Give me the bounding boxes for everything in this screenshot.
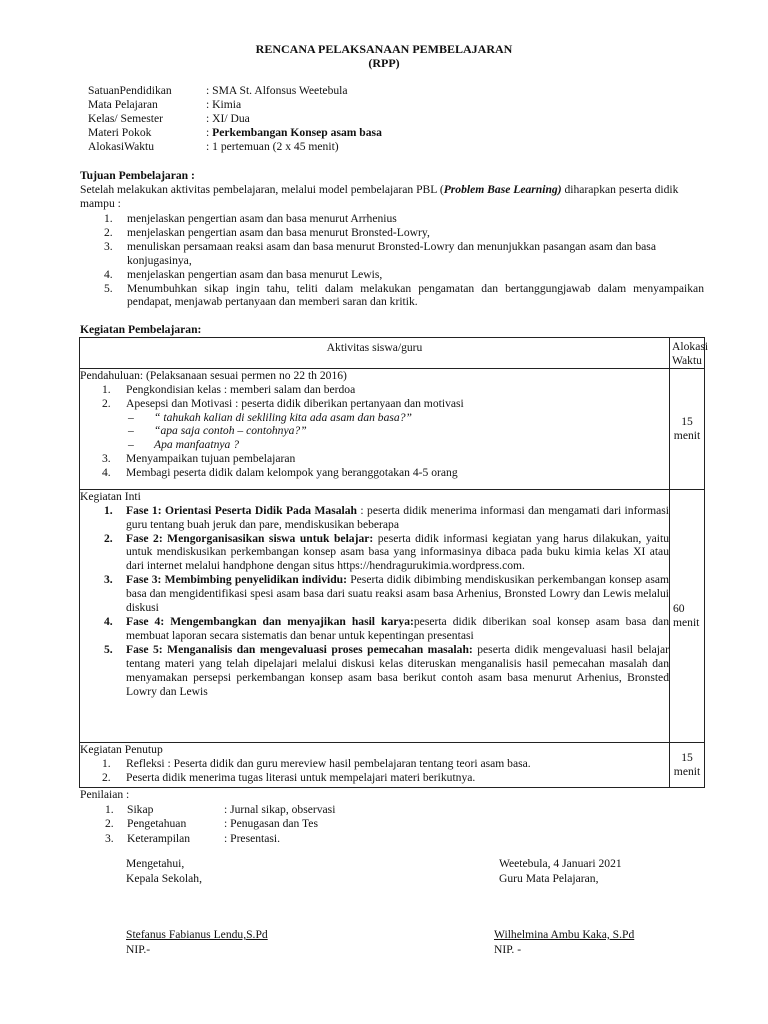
signature-left-nip: NIP.-	[126, 943, 151, 956]
tujuan-intro-text: Setelah melakukan aktivitas pembelajaran, melalui model pembelajaran PBL (	[80, 183, 444, 196]
identity-value: : Kimia	[206, 97, 242, 111]
phase-text: peserta didik informasi kegiatan yang harus dilakukan, yaitu untuk mendiskusikan perkembangan konsep asam basa yang informasinya dibaca pada buku kimia kelas XI atau dari internet melalui handphone dengan situs https://hendragurukimia.wordpress.com.	[126, 531, 669, 573]
identity-value-prefix: :	[206, 125, 213, 139]
document-title: RENCANA PELAKSANAAN PEMBELAJARAN	[255, 42, 513, 56]
list-text: Apesepsi dan Motivasi : peserta didik diberikan pertanyaan dan motivasi	[126, 396, 464, 410]
list-item	[80, 226, 704, 240]
list-text: Membagi peserta didik dalam kelompok yang beranggotakan 4-5 orang	[126, 466, 458, 480]
identity-block	[88, 84, 382, 153]
penilaian-row	[80, 817, 335, 832]
identity-label: Kelas/ Semester	[88, 111, 164, 125]
identity-value: : XI/ Dua	[206, 111, 250, 125]
list-number: 1.	[105, 802, 114, 816]
time-unit: menit	[673, 428, 701, 442]
table-row-inti	[80, 489, 705, 742]
phase-text: peserta didik diberikan soal konsep asam basa dan membuat laporan secara sistematis dan benar untuk kepentingan presentasi	[126, 614, 669, 642]
question-text: “ tahukah kalian di sekliling kita ada asam dan basa?”	[154, 410, 412, 424]
identity-value: : 1 pertemuan (2 x 45 menit)	[206, 139, 339, 153]
phase-item	[80, 504, 669, 532]
column-header-alokasi-line1: Alokasi	[672, 340, 709, 353]
signature-left-name: Stefanus Fabianus Lendu,S.Pd	[126, 928, 268, 941]
pendahuluan-cell	[80, 368, 670, 489]
penilaian-label: Keterampilan	[127, 831, 191, 845]
column-header-activity: Aktivitas siswa/guru	[80, 338, 670, 369]
time-value: 15	[681, 750, 693, 764]
signature-right-name: Wilhelmina Ambu Kaka, S.Pd	[494, 928, 635, 941]
list-item	[80, 268, 704, 282]
inti-title: Kegiatan Inti	[80, 489, 141, 503]
penutup-title: Kegiatan Penutup	[80, 742, 163, 756]
list-item	[80, 240, 704, 268]
list-text: Menyampaikan tujuan pembelajaran	[126, 452, 296, 466]
list-number: 2.	[104, 225, 113, 239]
dash-bullet: –	[128, 424, 134, 438]
identity-label: Materi Pokok	[88, 125, 152, 139]
question-item	[80, 411, 669, 425]
phase-text: Peserta didik dibimbing mendiskusikan perkembangan konsep asam basa dan mengidentifikasi spesi asam basa dari suatu reaksi asam basa Arhenius, Bronsted Lowry dan Lewis melalui diskusi	[126, 573, 669, 615]
identity-value: : SMA St. Alfonsus Weetebula	[206, 84, 348, 97]
signature-right-nip: NIP. -	[494, 943, 522, 956]
signature-left-line1: Mengetahui,	[126, 857, 185, 870]
list-number: 2.	[102, 396, 111, 410]
list-number: 3.	[105, 831, 114, 845]
table-row-pendahuluan	[80, 368, 705, 489]
list-item	[80, 282, 704, 310]
column-header-alokasi	[670, 338, 709, 369]
question-text: Apa manfaatnya ?	[154, 438, 240, 452]
list-number: 4.	[104, 267, 113, 281]
list-item	[80, 771, 669, 785]
penilaian-label: Sikap	[127, 802, 154, 816]
table-header-row	[80, 338, 705, 369]
list-number: 1.	[102, 756, 111, 770]
question-text: “apa saja contoh – contohnya?”	[154, 424, 307, 438]
signature-right-line2: Guru Mata Pelajaran,	[499, 872, 599, 885]
identity-label: AlokasiWaktu	[88, 139, 155, 153]
tujuan-intro-text-end: diharapkan peserta didik mampu :	[80, 183, 679, 210]
phase-number: 4.	[104, 614, 113, 628]
dash-bullet: –	[128, 410, 134, 424]
time-value: 60	[673, 601, 685, 615]
phase-item	[80, 615, 669, 643]
phase-item	[80, 643, 669, 699]
penilaian-value: : Penugasan dan Tes	[224, 817, 318, 830]
identity-row	[88, 98, 382, 112]
identity-row	[88, 140, 382, 154]
phase-text: : peserta didik menerima informasi dan mengamati dari informasi guru tentang buah jeruk dan pare, mendiskusikan beberapa	[126, 503, 669, 531]
identity-row	[88, 112, 382, 126]
penilaian-label: Pengetahuan	[127, 817, 187, 830]
phase-label: Fase 5: Menganalisis dan mengevaluasi proses pemecahan masalah:	[126, 642, 473, 656]
penilaian-value: : Presentasi.	[224, 831, 281, 845]
kegiatan-heading: Kegiatan Pembelajaran:	[80, 323, 202, 336]
phase-text: peserta didik mengevaluasi hasil belajar tentang materi yang telah dipelajari melalui diskusi kelas diteruskan menganalisis hasil pemecahan masalah dan menyamakan persepsi perkembangan konsep asam basa berikut contoh asam basa menurut Arhenius, Bronsted Lowry dan Lewis	[126, 642, 669, 698]
list-text: Peserta didik menerima tugas literasi untuk mempelajari materi berikutnya.	[126, 770, 476, 784]
tujuan-heading: Tujuan Pembelajaran :	[80, 169, 195, 182]
list-text: Refleksi : Peserta didik dan guru mereview hasil pembelajaran tentang teori asam basa.	[126, 756, 531, 770]
time-value: 15	[681, 414, 693, 428]
question-item	[80, 438, 669, 452]
penilaian-block	[80, 788, 335, 846]
pendahuluan-time-cell	[670, 368, 705, 489]
penilaian-value: : Jurnal sikap, observasi	[224, 802, 336, 816]
document-subtitle: (RPP)	[368, 56, 400, 70]
list-text: Menumbuhkan sikap ingin tahu, teliti dalam melakukan pengamatan dan bertanggungjawab dalam menyampaikan pendapat, menjawab pertanyaan dan memberi saran dan kritik.	[127, 281, 704, 309]
tujuan-model-name: Problem Base Learning)	[443, 183, 562, 196]
signature-right-line1: Weetebula, 4 Januari 2021	[499, 857, 622, 870]
column-header-alokasi-line2: Waktu	[672, 353, 702, 367]
identity-value-bold: Perkembangan Konsep asam basa	[212, 125, 382, 139]
list-text: menjelaskan pengertian asam dan basa menurut Bronsted-Lowry,	[127, 225, 430, 239]
activity-table	[79, 337, 709, 788]
list-item	[80, 383, 669, 397]
phase-label: Fase 3: Membimbing penyelidikan individu:	[126, 573, 347, 587]
phase-number: 1.	[104, 503, 113, 517]
list-text: menuliskan persamaan reaksi asam dan basa menurut Bronsted-Lowry dan menunjukkan pasangan asam dan basa konjugasinya,	[127, 239, 656, 267]
identity-row	[88, 126, 382, 140]
phase-number: 2.	[104, 531, 113, 545]
signature-left-line2: Kepala Sekolah,	[126, 872, 202, 885]
phase-label: Fase 4: Mengembangkan dan menyajikan hasil karya:	[126, 614, 414, 628]
list-number: 2.	[105, 817, 114, 830]
phase-label: Fase 2: Mengorganisasikan siswa untuk belajar:	[126, 531, 374, 545]
list-item	[80, 466, 669, 480]
penutup-time-cell	[670, 742, 705, 787]
phase-number: 5.	[104, 642, 113, 656]
phase-number: 3.	[104, 573, 113, 587]
list-item	[80, 757, 669, 771]
list-number: 3.	[102, 452, 111, 466]
list-item	[80, 212, 704, 226]
list-number: 4.	[102, 466, 111, 480]
identity-label: SatuanPendidikan	[88, 84, 172, 97]
tujuan-list	[80, 212, 704, 309]
tujuan-intro	[80, 183, 702, 211]
inti-cell	[80, 489, 670, 742]
dash-bullet: –	[128, 438, 134, 452]
phase-item	[80, 532, 669, 574]
identity-row	[88, 84, 382, 98]
penilaian-row	[80, 803, 335, 818]
list-number: 2.	[102, 770, 111, 784]
penilaian-row	[80, 832, 335, 847]
list-number: 1.	[104, 212, 113, 225]
pendahuluan-title: Pendahuluan: (Pelaksanaan sesuai permen no 22 th 2016)	[80, 368, 347, 382]
penutup-cell	[80, 742, 670, 787]
list-text: Pengkondisian kelas : memberi salam dan berdoa	[126, 382, 356, 396]
time-unit: menit	[673, 615, 700, 629]
identity-label: Mata Pelajaran	[88, 97, 158, 111]
inti-time-cell	[670, 489, 705, 742]
table-row-penutup	[80, 742, 705, 787]
list-item	[80, 397, 669, 411]
list-text: menjelaskan pengertian asam dan basa menurut Arrhenius	[127, 212, 397, 225]
list-number: 3.	[104, 239, 113, 253]
list-number: 1.	[102, 382, 111, 396]
list-text: menjelaskan pengertian asam dan basa menurut Lewis,	[127, 267, 383, 281]
time-unit: menit	[673, 764, 701, 778]
list-item	[80, 452, 669, 466]
list-number: 5.	[104, 281, 113, 295]
penilaian-heading: Penilaian :	[80, 788, 130, 801]
phase-item	[80, 573, 669, 615]
question-item	[80, 424, 669, 438]
phase-label: Fase 1: Orientasi Peserta Didik Pada Masalah	[126, 503, 358, 517]
